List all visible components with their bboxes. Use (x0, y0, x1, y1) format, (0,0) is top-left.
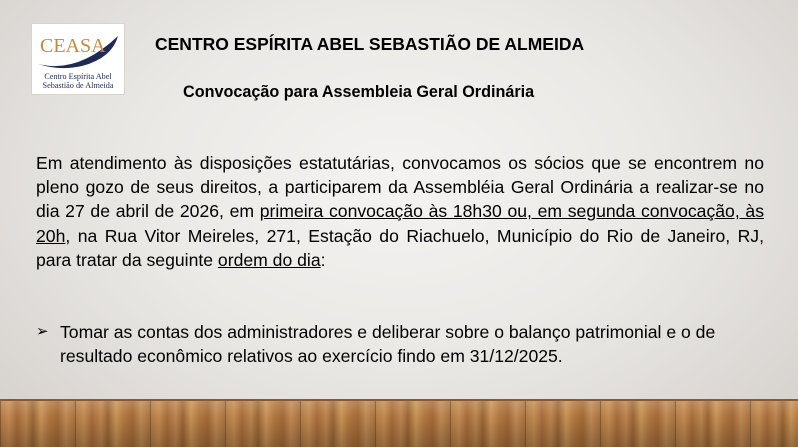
agenda-label: ordem do dia (217, 249, 321, 270)
agenda-item (36, 320, 764, 368)
ceasa-logo (31, 23, 125, 95)
paragraph-text-3: : (320, 249, 326, 270)
wooden-floor-decoration (0, 399, 798, 447)
logo-wordmark: CEASA (40, 35, 106, 57)
convocation-paragraph (36, 151, 764, 272)
logo-swoosh-icon (32, 24, 124, 72)
convocation-times: primeira convocação às 18h30 ou, em segunda convocação, às 20h (36, 201, 764, 246)
paragraph-text-2: , na Rua Vitor Meireles, 271, Estação do Riachuelo, Município do Rio de Janeiro, RJ, para tratar da seguinte (36, 225, 764, 270)
logo-line-1: Centro Espírita Abel (44, 72, 112, 81)
organization-title: CENTRO ESPÍRITA ABEL SEBASTIÃO DE ALMEIDA (155, 34, 585, 54)
logo-line-2: Sebastião de Almeida (42, 81, 114, 90)
agenda-item-text: Tomar as contas dos administradores e deliberar sobre o balanço patrimonial e o de resultado econômico relativos ao exercício findo em 31/12/2025. (60, 322, 716, 367)
document-subtitle: Convocação para Assembleia Geral Ordinária (183, 83, 535, 101)
arrow-bullet-icon: ➢ (36, 323, 49, 340)
paragraph-text-1: Em atendimento às disposições estatutárias, convocamos os sócios que se encontrem no pleno gozo de seus direitos, a participarem da Assembléia Geral Ordinária a realizar-se no dia 27 de abril de 2026, em (36, 153, 764, 222)
